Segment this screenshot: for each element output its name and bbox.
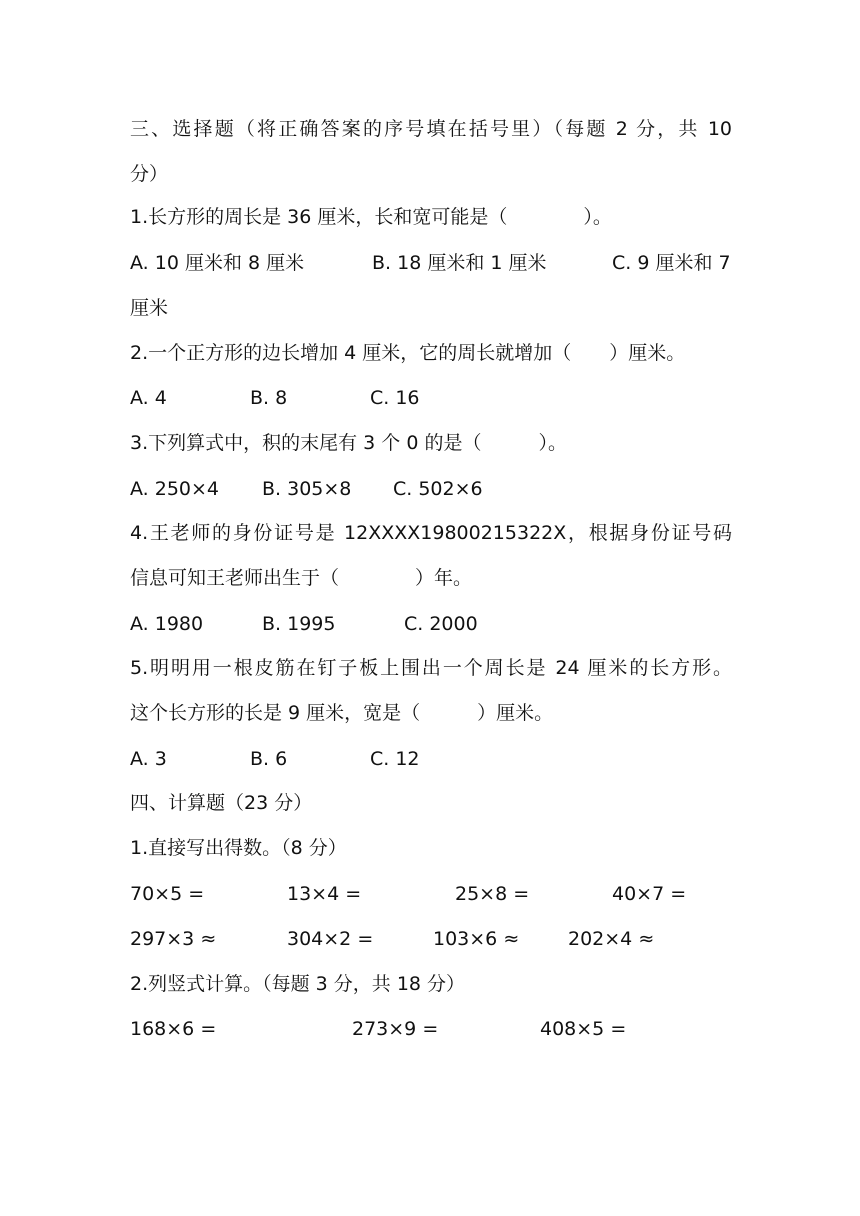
question-3: 3.下列算式中，积的末尾有 3 个 0 的是（ ）。 (130, 432, 567, 454)
calc-item: 202×4 ≈ (568, 928, 655, 950)
calc-item: 70×5 = (130, 883, 205, 905)
question-2: 2.一个正方形的边长增加 4 厘米，它的周长就增加（ ）厘米。 (130, 342, 686, 364)
question-1-option-a: A. 10 厘米和 8 厘米 (130, 252, 305, 274)
calc-part2-title: 2.列竖式计算。（每题 3 分，共 18 分） (130, 973, 466, 995)
question-2-option-a: A. 4 (130, 387, 167, 409)
question-4-line1: 4.王老师的身份证号是 12XXXX19800215322X，根据身份证号码 (130, 522, 732, 544)
calc-item: 13×4 = (287, 883, 362, 905)
vertical-calc-item: 273×9 = (352, 1018, 439, 1040)
vertical-calc-item: 168×6 = (130, 1018, 217, 1040)
section4-heading: 四、计算题（23 分） (130, 792, 313, 814)
vertical-calc-item: 408×5 = (540, 1018, 627, 1040)
question-1: 1.长方形的周长是 36 厘米，长和宽可能是（ ）。 (130, 206, 612, 228)
question-4-option-a: A. 1980 (130, 613, 204, 635)
question-2-option-c: C. 16 (370, 387, 420, 409)
section3-heading-line2: 分） (130, 163, 169, 185)
question-3-option-b: B. 305×8 (262, 478, 352, 500)
calc-item: 297×3 ≈ (130, 928, 217, 950)
question-2-option-b: B. 8 (250, 387, 288, 409)
question-5-line2: 这个长方形的长是 9 厘米，宽是（ ）厘米。 (130, 702, 554, 724)
calc-item: 304×2 = (287, 928, 374, 950)
question-5-option-b: B. 6 (250, 748, 288, 770)
section3-heading-line1: 三、选择题（将正确答案的序号填在括号里）（每题 2 分，共 10 (130, 118, 732, 140)
calc-part1-title: 1.直接写出得数。（8 分） (130, 837, 347, 859)
question-4-option-c: C. 2000 (404, 613, 478, 635)
question-1-option-b: B. 18 厘米和 1 厘米 (372, 252, 547, 274)
question-1-option-c: C. 9 厘米和 7 (612, 252, 731, 274)
question-5-option-c: C. 12 (370, 748, 420, 770)
calc-item: 40×7 = (612, 883, 687, 905)
question-5-line1: 5.明明用一根皮筋在钉子板上围出一个周长是 24 厘米的长方形。 (130, 657, 732, 679)
question-3-option-a: A. 250×4 (130, 478, 220, 500)
calc-item: 25×8 = (455, 883, 530, 905)
question-3-option-c: C. 502×6 (393, 478, 483, 500)
question-4-line2: 信息可知王老师出生于（ ）年。 (130, 567, 473, 589)
question-5-option-a: A. 3 (130, 748, 167, 770)
question-1-option-c-continuation: 厘米 (130, 297, 169, 319)
question-4-option-b: B. 1995 (262, 613, 336, 635)
calc-item: 103×6 ≈ (433, 928, 520, 950)
